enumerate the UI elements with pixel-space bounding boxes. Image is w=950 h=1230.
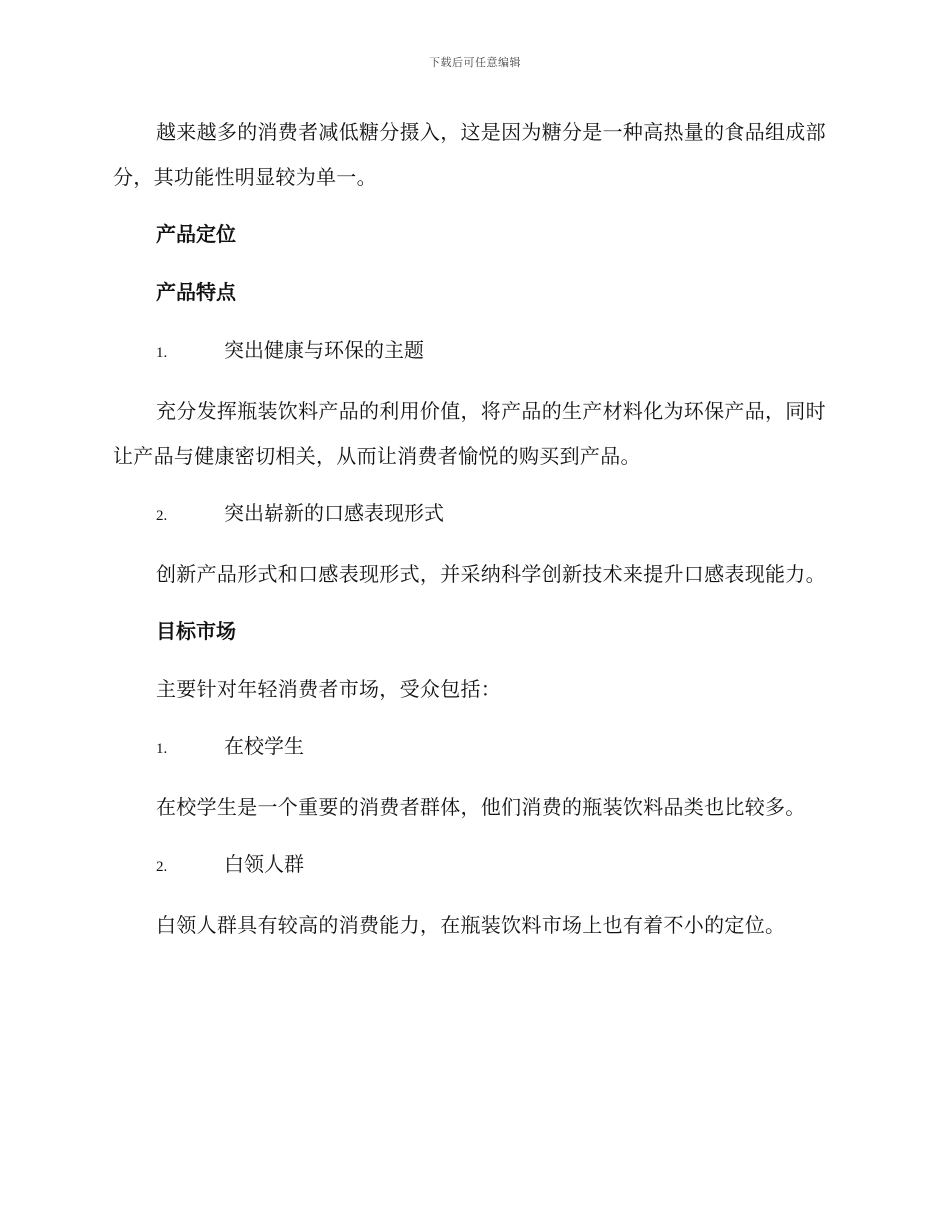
audience-item-2: [113, 842, 837, 890]
audience-title: 白领人群: [224, 852, 304, 876]
audience-item-1: [113, 724, 837, 772]
feature-title: 突出健康与环保的主题: [224, 338, 424, 362]
section-heading-positioning: 产品定位: [156, 222, 236, 246]
feature-description: 创新产品形式和口感表现形式，并采纳科学创新技术来提升口感表现能力。: [156, 562, 826, 586]
feature-title: 突出崭新的口感表现形式: [224, 501, 444, 525]
audience-description: 白领人群具有较高的消费能力，在瓶装饮料市场上也有着不小的定位。: [156, 913, 786, 937]
audience-description: 在校学生是一个重要的消费者群体，他们消费的瓶装饮料品类也比较多。: [156, 795, 806, 819]
page-header: 下载后可任意编辑: [429, 56, 521, 69]
section-heading-market: 目标市场: [156, 619, 236, 643]
document-body: [113, 110, 837, 948]
intro-paragraph: 越来越多的消费者减低糖分摄入，这是因为糖分是一种高热量的食品组成部分，其功能性明显较为单一。: [113, 120, 826, 189]
list-number: 2.: [156, 859, 168, 875]
section-heading-features: 产品特点: [156, 280, 236, 304]
list-number: 1.: [156, 345, 168, 361]
market-intro-paragraph: 主要针对年轻消费者市场，受众包括：: [156, 677, 502, 701]
audience-title: 在校学生: [224, 734, 304, 758]
feature-item-2: [113, 491, 837, 539]
list-number: 1.: [156, 741, 168, 757]
list-number: 2.: [156, 508, 168, 524]
feature-item-1: [113, 328, 837, 376]
feature-description: 充分发挥瓶装饮料产品的利用价值，将产品的生产材料化为环保产品，同时让产品与健康密切相关，从而让消费者愉悦的购买到产品。: [113, 399, 826, 468]
